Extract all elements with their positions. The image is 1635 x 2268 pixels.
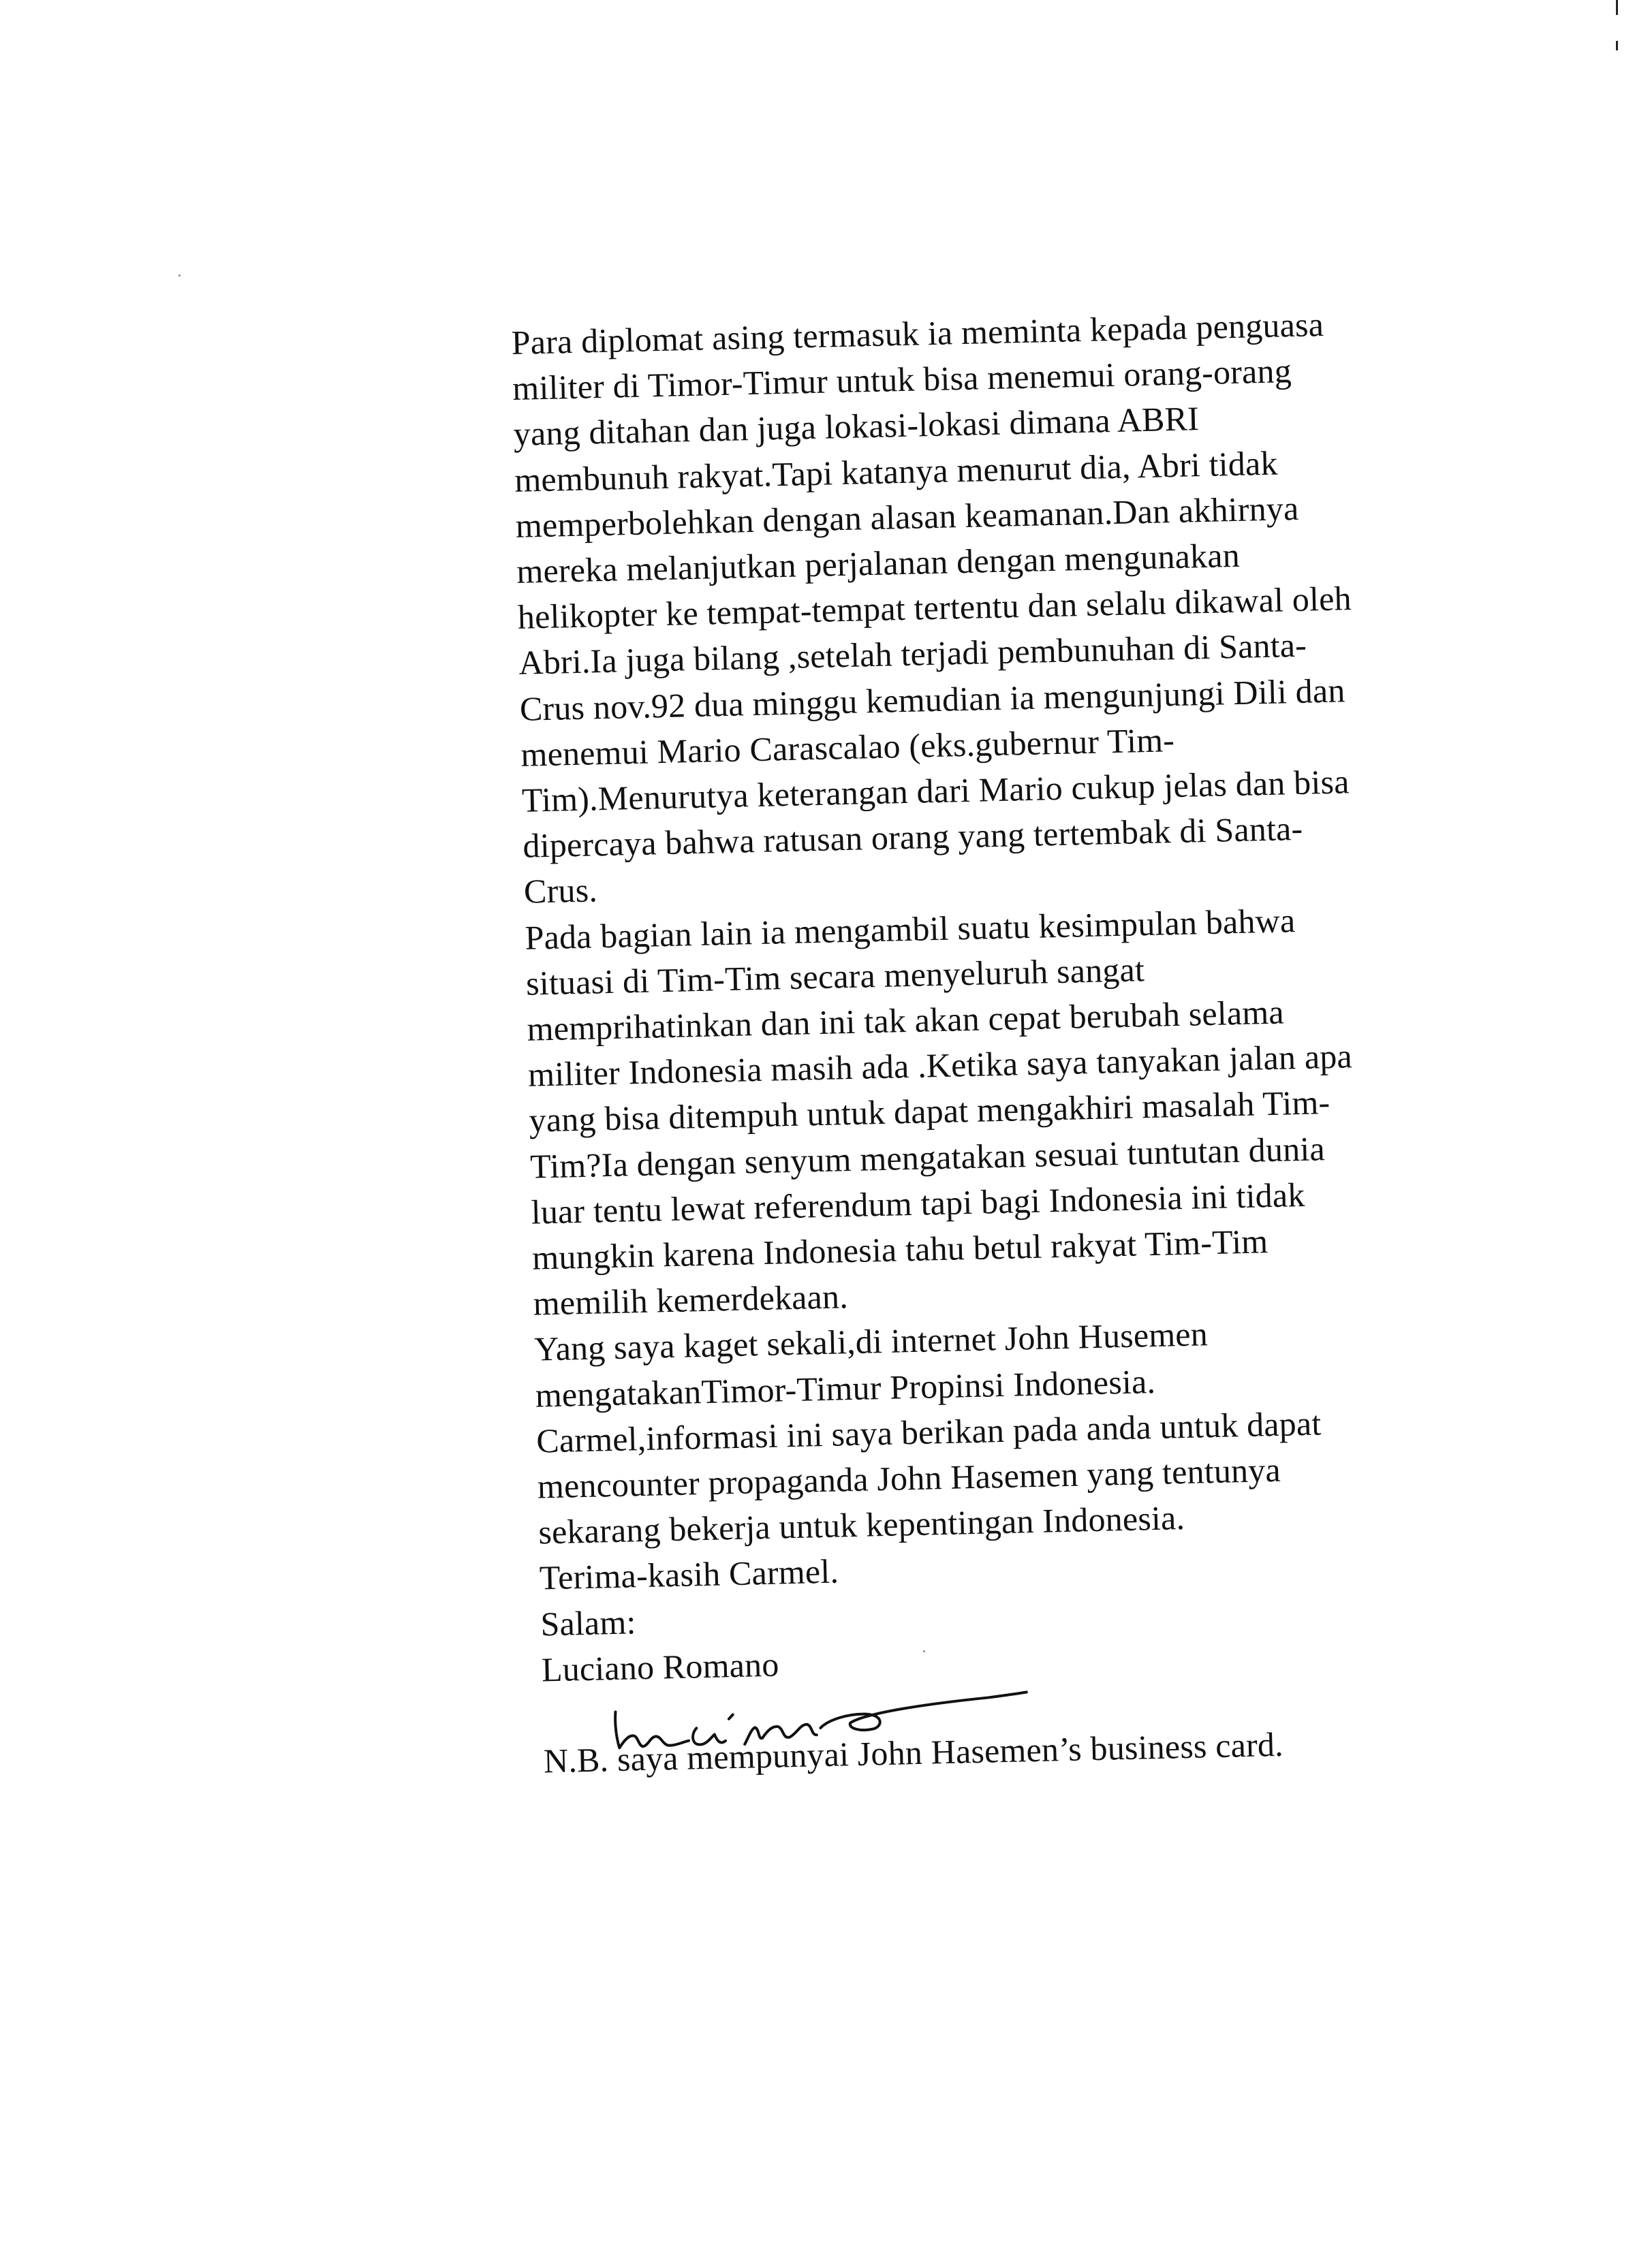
signature-stroke (820, 1692, 1027, 1731)
letter-line: mengatakanTimor-Timur Propinsi Indonesia. (535, 1361, 1156, 1415)
letter-line: mencounter propaganda John Hasemen yang tentunya (537, 1450, 1281, 1506)
letter-line: Abri.Ia juga bilang ,setelah terjadi pembunuhan di Santa- (518, 626, 1307, 682)
letter-line: luar tentu lewat referendum tapi bagi Indonesia ini tidak (531, 1175, 1306, 1231)
letter-line: Luciano Romano (541, 1645, 780, 1689)
letter-line: Yang saya kaget sekali,di internet John Husemen (533, 1314, 1209, 1369)
margin-mark (1616, 0, 1618, 15)
letter-line: Crus. (523, 870, 598, 911)
letter-line: menemui Mario Carascalao (eks.gubernur Tim- (520, 720, 1175, 774)
letter-line: memprihatinkan dan ini tak akan cepat berubah selama (526, 992, 1285, 1048)
signature-stroke (729, 1715, 733, 1719)
scan-speck (178, 274, 181, 277)
letter-body (511, 298, 1531, 1784)
handwritten-signature (606, 1669, 1045, 1765)
letter-line: Salam: (540, 1603, 637, 1643)
signature-stroke (744, 1724, 817, 1744)
letter-line: yang ditahan dan juga lokasi-lokasi dimana ABRI (513, 399, 1200, 454)
signature-drawing (606, 1669, 1045, 1765)
letter-line: Para diplomat asing termasuk ia meminta kepada penguasa (511, 304, 1324, 362)
letter-line: Tim).Menurutya keterangan dari Mario cukup jelas dan bisa (521, 762, 1350, 819)
letter-line: mungkin karena Indonesia tahu betul rakyat Tim-Tim (531, 1222, 1268, 1277)
signature-stroke (693, 1727, 726, 1745)
letter-line: memilih kemerdekaan. (533, 1277, 849, 1323)
letter-line: Pada bagian lain ia mengambil suatu kesimpulan bahwa (524, 900, 1296, 957)
margin-mark (1616, 41, 1618, 50)
letter-line: membunuh rakyat.Tapi katanya menurut dia, Abri tidak (514, 443, 1279, 499)
letter-line: militer di Timor-Timur untuk bisa menemui orang-orang (512, 351, 1292, 408)
letter-line: situasi di Tim-Tim secara menyeluruh sangat (525, 949, 1145, 1003)
letter-line: memperbolehkan dengan alasan keamanan.Dan akhirnya (515, 488, 1299, 545)
letter-line: sekarang bekerja untuk kepentingan Indonesia. (538, 1498, 1185, 1552)
letter-line: Tim?Ia dengan senyum mengatakan sesuai tuntutan dunia (529, 1129, 1326, 1186)
postscript: N.B. saya mempunyai John Hasemen’s business card. (543, 1725, 1284, 1780)
letter-line: Crus nov.92 dua minggu kemudian ia mengunjungi Dili dan (519, 670, 1346, 728)
letter-line: Carmel,informasi ini saya berikan pada anda untuk dapat (535, 1404, 1322, 1460)
letter-line: yang bisa ditempuh untuk dapat mengakhiri masalah Tim- (529, 1083, 1330, 1140)
letter-line: mereka melanjutkan perjalanan dengan mengunakan (516, 535, 1241, 590)
letter-line: militer Indonesia masih ada .Ketika saya tanyakan jalan apa (527, 1037, 1353, 1094)
letter-line: Terima-kasih Carmel. (539, 1552, 839, 1598)
letter-line: dipercaya bahwa ratusan orang yang tertembak di Santa- (522, 809, 1303, 866)
signature-stroke (615, 1710, 689, 1748)
letter-line: helikopter ke tempat-tempat tertentu dan selalu dikawal oleh (517, 579, 1352, 637)
